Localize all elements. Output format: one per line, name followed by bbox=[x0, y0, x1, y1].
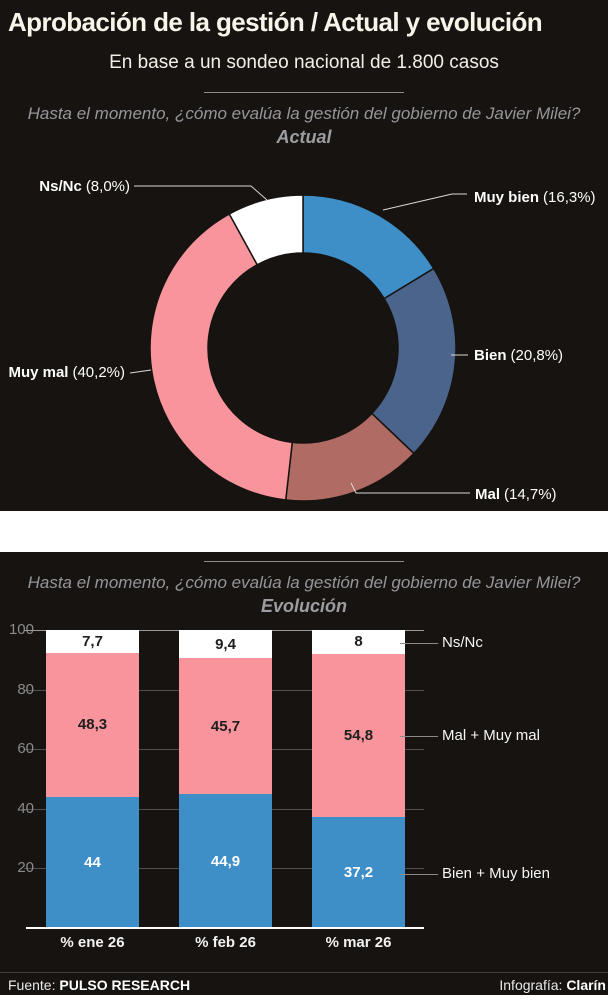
bar-ene-segment-ns-nc bbox=[46, 630, 139, 653]
bar-ene-segment-bien bbox=[46, 797, 139, 928]
source-label: Fuente: bbox=[8, 977, 56, 993]
bar-value: 44,9 bbox=[210, 852, 241, 870]
divider bbox=[204, 561, 404, 562]
donut-label-bien bbox=[474, 347, 563, 364]
x-label-feb-26: % feb 26 bbox=[195, 934, 256, 951]
source-name: PULSO RESEARCH bbox=[59, 977, 191, 993]
source-credit bbox=[8, 977, 190, 993]
legend-label-mal: Mal + Muy mal bbox=[442, 727, 540, 744]
bar-value: 48,3 bbox=[77, 716, 108, 734]
donut-label-ns-nc-name: Ns/Nc bbox=[39, 178, 82, 195]
bar-value: 7,7 bbox=[82, 632, 103, 650]
donut-label-ns-nc bbox=[8, 178, 130, 195]
donut-label-muy-mal bbox=[6, 364, 125, 381]
panel-evolucion bbox=[0, 552, 608, 995]
leader-line-muy-bien bbox=[383, 194, 467, 210]
donut-label-bien-value: (20,8%) bbox=[510, 347, 564, 364]
bars-chart-title: Evolución bbox=[260, 596, 347, 616]
bar-mar-segment-bien bbox=[312, 817, 405, 928]
legend-leader-ns-nc bbox=[400, 643, 438, 644]
bar-mar-segment-ns-nc bbox=[312, 630, 405, 654]
donut-label-mal-name: Mal bbox=[475, 486, 501, 503]
bar-value: 44 bbox=[84, 853, 101, 871]
donut-label-muy-mal-value: (40,2%) bbox=[72, 364, 125, 381]
bar-feb-segment-bien bbox=[179, 794, 272, 928]
donut-question: Hasta el momento, ¿cómo evalúa la gestión del gobierno de Javier Milei? bbox=[27, 104, 581, 123]
footer-divider bbox=[0, 972, 608, 973]
bar-mar-26 bbox=[312, 630, 405, 928]
bars-question: Hasta el momento, ¿cómo evalúa la gestión del gobierno de Javier Milei? bbox=[27, 573, 581, 592]
y-tick-60: 60 bbox=[17, 740, 34, 757]
page-title: Aprobación de la gestión / Actual y evolución bbox=[8, 7, 543, 37]
bar-value: 8 bbox=[354, 633, 363, 651]
credit-label: Infografía: bbox=[499, 977, 563, 993]
credit-name: Clarín bbox=[566, 977, 606, 993]
leader-line-muy-mal bbox=[130, 370, 151, 373]
bar-feb-26 bbox=[179, 630, 272, 928]
survey-subtitle: En base a un sondeo nacional de 1.800 casos bbox=[109, 52, 499, 73]
bar-value: 37,2 bbox=[343, 864, 374, 882]
donut-chart-title: Actual bbox=[276, 127, 332, 147]
bar-ene-26 bbox=[46, 630, 139, 928]
x-axis-baseline bbox=[26, 927, 424, 929]
legend-leader-bien bbox=[400, 874, 438, 875]
infographic-credit bbox=[499, 977, 606, 993]
x-label-ene-26: % ene 26 bbox=[60, 934, 125, 951]
donut-label-ns-nc-value: (8,0%) bbox=[85, 178, 130, 195]
donut-label-mal-value: (14,7%) bbox=[504, 486, 557, 503]
bar-value: 45,7 bbox=[210, 717, 241, 735]
bar-value: 9,4 bbox=[215, 635, 236, 653]
y-tick-20: 20 bbox=[17, 859, 34, 876]
y-tick-80: 80 bbox=[17, 681, 34, 698]
y-tick-100: 100 bbox=[8, 621, 34, 638]
x-label-mar-26: % mar 26 bbox=[325, 934, 392, 951]
bar-feb-segment-mal bbox=[179, 658, 272, 794]
bar-value: 54,8 bbox=[343, 726, 374, 744]
donut-label-muy-bien bbox=[474, 189, 596, 206]
donut-label-muy-bien-name: Muy bien bbox=[474, 189, 540, 206]
bar-ene-segment-mal bbox=[46, 653, 139, 797]
bar-mar-segment-mal bbox=[312, 654, 405, 817]
bar-feb-segment-ns-nc bbox=[179, 630, 272, 658]
donut-label-bien-name: Bien bbox=[474, 347, 507, 364]
legend-label-ns-nc: Ns/Nc bbox=[442, 634, 483, 651]
donut-label-muy-bien-value: (16,3%) bbox=[543, 189, 596, 206]
donut-label-mal bbox=[475, 486, 557, 503]
legend-label-bien: Bien + Muy bien bbox=[442, 865, 550, 882]
legend-leader-mal bbox=[400, 736, 438, 737]
leader-line-ns-nc bbox=[134, 186, 267, 200]
donut-label-muy-mal-name: Muy mal bbox=[8, 364, 69, 381]
y-tick-40: 40 bbox=[17, 800, 34, 817]
